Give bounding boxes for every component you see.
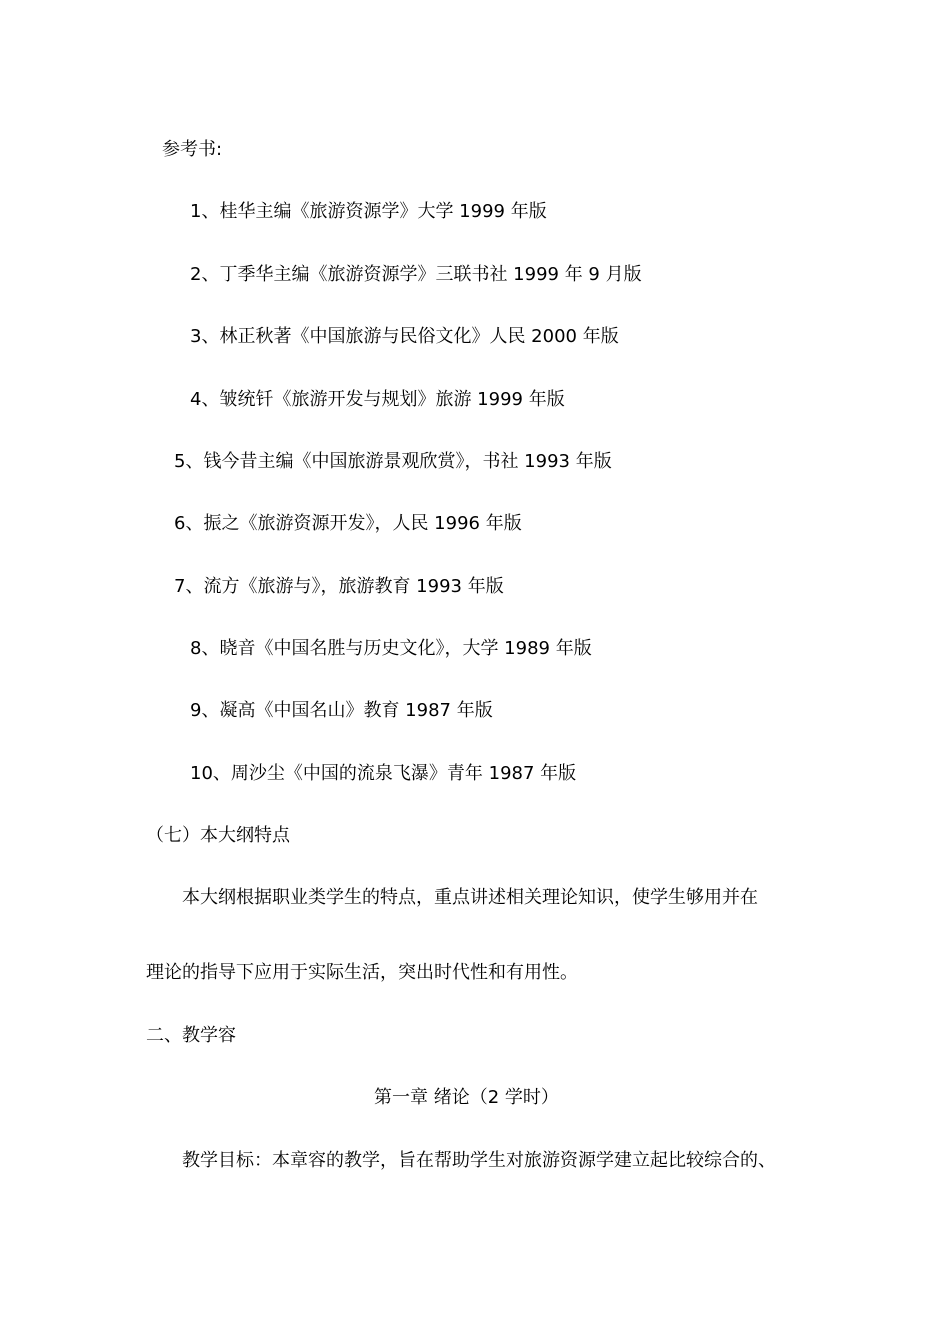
section7-paragraph-line1: 本大纲根据职业类学生的特点，重点讲述相关理论知识，使学生够用并在 (182, 887, 758, 908)
ref-item-7: 7、流方《旅游与》，旅游教育 1993 年版 (174, 576, 504, 597)
objective-line: 教学目标：本章容的教学，旨在帮助学生对旅游资源学建立起比较综合的、 (182, 1150, 776, 1171)
ref-item-4: 4、皱统钎《旅游开发与规划》旅游 1999 年版 (190, 389, 565, 410)
ref-item-5: 5、钱今昔主编《中国旅游景观欣赏》，书社 1993 年版 (174, 451, 612, 472)
ref-item-1: 1、桂华主编《旅游资源学》大学 1999 年版 (190, 201, 547, 222)
ref-item-8: 8、晓音《中国名胜与历史文化》，大学 1989 年版 (190, 638, 592, 659)
ref-item-2: 2、丁季华主编《旅游资源学》三联书社 1999 年 9 月版 (190, 264, 642, 285)
ref-item-6: 6、振之《旅游资源开发》，人民 1996 年版 (174, 513, 522, 534)
ref-item-3: 3、林正秋著《中国旅游与民俗文化》人民 2000 年版 (190, 326, 619, 347)
section7-paragraph-line2: 理论的指导下应用于实际生活，突出时代性和有用性。 (146, 962, 578, 983)
ref-item-9: 9、凝高《中国名山》教育 1987 年版 (190, 700, 493, 721)
refs-heading: 参考书: (162, 139, 223, 160)
chapter1-title: 第一章 绪论（2 学时） (374, 1087, 559, 1108)
section2-heading: 二、教学容 (146, 1025, 236, 1046)
ref-item-10: 10、周沙尘《中国的流泉飞瀑》青年 1987 年版 (190, 763, 577, 784)
section7-heading: （七）本大纲特点 (146, 825, 290, 846)
